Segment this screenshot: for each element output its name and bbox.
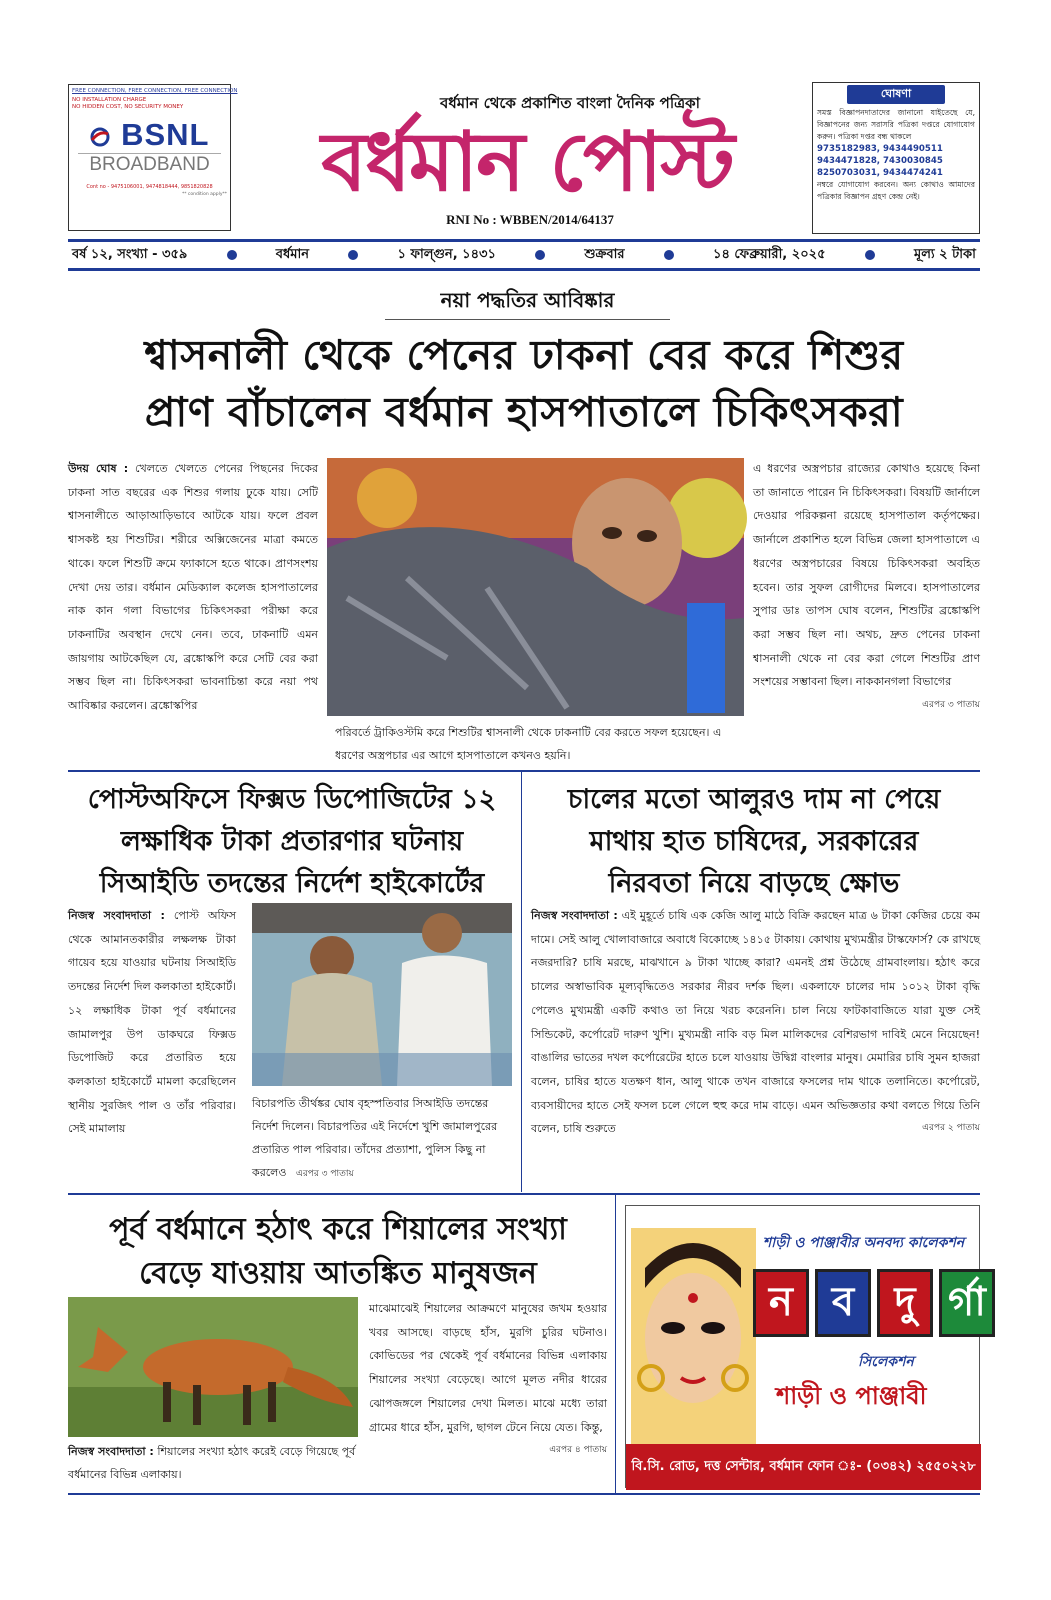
jackal-photo-image <box>68 1297 358 1437</box>
ad-product-label: শাড়ী ও পাঞ্জাবী <box>776 1382 927 1410</box>
notice-phone-line: 8250703031, 9434474241 <box>817 168 943 178</box>
potato-headline-line-1: চালের মতো আলুরও দাম না পেয়ে <box>567 784 941 815</box>
section-divider <box>68 1193 980 1195</box>
jackal-continued-jump: এরপর ৪ পাতায় <box>549 1445 607 1456</box>
rni-number: RNI No : WBBEN/2014/64137 <box>446 212 614 227</box>
newspaper-title: বর্ধমান পোস্ট <box>321 114 733 210</box>
postoffice-caption-text: বিচারপতি তীর্থঙ্কর ঘোষ বৃহস্পতিবার সিআইডি তদন্তের নির্দেশ দিলেন। বিচারপতির এই নির্দেশে খুশি জামালপুরের প্রতারিত পাল পরিবার। তাঁদের প্রত্যাশা, পুলিস কিছু না করলেও <box>252 1097 498 1179</box>
lead-body-right: এ ধরণের অস্ত্রপচার রাজ্যের কোথাও হয়েছে কিনা তা জানাতে পারেন নি চিকিৎসকরা। বিষয়টি জার্নালে দেওয়ার পরিকল্পনা রয়েছে হাসপাতাল কর্তৃপক্ষের। জার্নালে প্রকাশিত হলে বিভিন্ন জেলা হাসপাতালে এ ধরণের অস্ত্রপচারের বিষয়ে চিকিৎসকরা অবহিত হবেন। তার সুফল রোগীদের মিলবে। হাসপাতালের সুপার ডাঃ তাপস ঘোষ বলেন, শিশুটির ব্রঙ্কোস্কপি করা সম্ভব ছিল না। অথচ, দ্রুত পেনের ঢাকনা শ্বাসনালী থেকে না বের করা গেলে শিশুটির প্রাণ সংশয়ের সম্ভাবনা ছিল। নাককানগলা বিভাগের <box>753 462 980 689</box>
weekday: শুক্রবার <box>584 246 625 262</box>
brand-letter-tile <box>877 1269 933 1337</box>
bullet-icon <box>865 250 875 260</box>
bsnl-product: BROADBAND <box>78 153 221 176</box>
lead-photo-caption: পরিবর্তে ট্রাকিওস্টমি করে শিশুটির শ্বাসনালী থেকে ঢাকনাটি বের করতে সফল হয়েছেন। এ ধরণের অস্ত্রপচার এর আগে হাসপাতালে কখনও হয়নি। <box>335 726 722 762</box>
brand-letter: র্গা <box>948 1278 986 1325</box>
postoffice-caption <box>252 1092 514 1186</box>
bsnl-advertisement <box>68 84 238 231</box>
brand-letter-tile <box>815 1269 871 1337</box>
potato-headline-line-3: নিরবতা নিয়ে বাড়ছে ক্ষোভ <box>608 868 900 899</box>
postoffice-continued-jump: এরপর ৩ পাতায় <box>295 1169 354 1179</box>
navadurga-advertisement <box>625 1205 986 1488</box>
potato-byline: নিজস্ব সংবাদদাতা : <box>531 909 618 922</box>
bullet-icon <box>535 250 545 260</box>
notice-heading: ঘোষণা <box>847 85 945 104</box>
lead-continued-jump: এরপর ৩ পাতায় <box>922 700 980 711</box>
potato-story-body <box>531 904 980 1188</box>
jackal-story-body <box>369 1297 607 1485</box>
goddess-durga-icon <box>631 1228 756 1453</box>
brand-letter: ন <box>769 1278 793 1325</box>
price: মূল্য ২ টাকা <box>913 246 976 262</box>
jackal-headline-line-2: বেড়ে যাওয়ায় আতঙ্কিত মানুষজন <box>139 1256 537 1291</box>
lead-kicker: নয়া পদ্ধতির আবিষ্কার <box>385 286 670 320</box>
postoffice-byline: নিজস্ব সংবাদদাতা : <box>68 909 165 922</box>
bullet-icon <box>227 250 237 260</box>
lead-headline-line-2: প্রাণ বাঁচালেন বর্ধমান হাসপাতালে চিকিৎসকরা <box>144 388 904 436</box>
navadurga-brand-letters <box>753 1269 995 1337</box>
lead-photo-child-in-hospital <box>327 458 744 716</box>
jackal-caption-text: শিয়ালের সংখ্যা হঠাৎ করেই বেড়ে গিয়েছে পূর্ব বর্ধমানের বিভিন্ন এলাকায়। <box>68 1445 356 1481</box>
lead-story-right-column <box>753 457 980 769</box>
jackal-byline: নিজস্ব সংবাদদাতা : <box>68 1445 154 1458</box>
jackal-photo-fox <box>68 1297 358 1437</box>
masthead-tagline: বর্ধমান থেকে প্রকাশিত বাংলা দৈনিক পত্রিকা <box>440 94 700 112</box>
ad-address-band: বি.সি. রোড, দত্ত সেন্টার, বর্ধমান ফোন ঃ- (০৩৪২) ২৫৫০২২৮ <box>626 1444 981 1490</box>
lead-headline-line-1: শ্বাসনালী থেকে পেনের ঢাকনা বের করে শিশুর <box>144 331 904 379</box>
postoffice-headline <box>68 779 516 905</box>
ad-selection-label: সিলেকশন <box>858 1354 914 1370</box>
postoffice-body-text: পোস্ট অফিস থেকে আমানতকারীর লক্ষলক্ষ টাকা গায়েব হয়ে যাওয়ার ঘটনায় সিআইডি তদন্তের নির্দেশ দিল কলকাতা হাইকোর্ট। ১২ লক্ষাধিক টাকা পূর্ব বর্ধমানের জামালপুর উপ ডাকঘরে ফিক্সড ডিপোজিট করে প্রতারিত হয়ে কলকাতা হাইকোর্টে মামলা করেছিলেন স্থানীয় সুরজিৎ পাল ও তাঁর পরিবার। সেই মামালায় <box>68 909 236 1136</box>
bullet-icon <box>664 250 674 260</box>
dateline-bar <box>68 239 980 271</box>
jackal-headline-line-1: পূর্ব বর্ধমানে হঠাৎ করে শিয়ালের সংখ্যা <box>109 1212 567 1247</box>
brand-letter-tile <box>939 1269 995 1337</box>
potato-headline <box>528 779 980 905</box>
bsnl-top-line: FREE CONNECTION, FREE CONNECTION, FREE CONNECTION <box>72 88 238 94</box>
potato-headline-line-2: মাথায় হাত চাষিদের, সরকারের <box>589 826 919 857</box>
bsnl-conditions: ** condition apply** <box>181 192 227 197</box>
section-divider <box>68 770 980 772</box>
bullet-icon <box>348 250 358 260</box>
bsnl-note-2: NO HIDDEN COST, NO SECURITY MONEY <box>72 104 184 110</box>
column-divider <box>521 772 522 1192</box>
lead-byline: উদয় ঘোষ : <box>68 462 129 475</box>
notice-phone-line: 9735182983, 9434490511 <box>817 144 943 154</box>
lead-photo-image <box>327 458 744 716</box>
bengali-date: ১ ফাল্গুন, ১৪৩১ <box>397 246 496 262</box>
advertisement-notice-box <box>812 82 980 234</box>
lead-headline <box>68 327 980 441</box>
bsnl-contact: Cont no - 9475106001, 9474818444, 9851820828 <box>86 184 213 190</box>
postoffice-headline-line-2: লক্ষাধিক টাকা প্রতারণার ঘটনায় <box>120 826 464 857</box>
brand-letter: দু <box>894 1278 916 1325</box>
bsnl-logo <box>72 117 227 153</box>
postoffice-headline-line-1: পোস্টঅফিসে ফিক্সড ডিপোজিটের ১২ <box>87 784 497 815</box>
postoffice-photo-two-men <box>252 903 512 1086</box>
brand-letter-tile <box>753 1269 809 1337</box>
ad-tagline: শাড়ী ও পাঞ্জাবীর অনবদ্য কালেকশন <box>762 1235 965 1251</box>
column-divider <box>615 1195 616 1493</box>
potato-body-text: এই মুহূর্তে চাষি এক কেজি আলু মাঠে বিক্রি করছেন মাত্র ৬ টাকা কেজির চেয়ে কম দামে। সেই আলু খোলাবাজারে অবাধে বিকোচ্ছে ১৪১৫ টাকায়। কোথায় মুখ্যমন্ত্রীর টাস্কফোর্স? কে রাখছে নজরদারি? চাষি মরছে, মাঝখানে ৯ টাকা খাচ্ছে কারা? এমনই প্রশ্ন উঠেছে গ্রামবাংলায়। হঠাৎ করে চালের অস্বাভাবিক মূল্যবৃদ্ধিতেও সরকার নীরব দর্শক ছিল। একলাফে চালের দাম ১০১২ টাকা বৃদ্ধি পেলেও মুখ্যমন্ত্রী একটি কথাও তা নিয়ে খরচ করেননি। চাল নিয়ে ফাটকাবাজিতে যারা যুক্ত সেই সিন্ডিকেট, কর্পোরেট দারুণ খুশি। মুখ্যমন্ত্রী নাকি বড় মিল মালিকদের বেশিরভাগ দাবিই মেনে নিয়েছেন! বাঙালির ভাতের দখল কর্পোরেটের হাতে চলে যাওয়ায় উদ্বিগ্ন বাংলার মানুষ। মেমারির চাষি সুমন হাজরা বলেন, চাষির হাতে যতক্ষণ ধান, আলু থাকে তখন বাজারে ফসলের দাম থাকে তলানিতে। কর্পোরেট, ব্যবসায়ীদের হাতে সেই ফসল চলে গেলে হুহু করে দাম বাড়ে। এমন অভিজ্ঞতার কথা বলতে গিয়ে তিনি বলেন, চাষি শুরুতে <box>531 909 981 1136</box>
postoffice-story-body <box>68 904 236 1188</box>
issue-number: বর্ষ ১২, সংখ্যা - ৩৫৯ <box>72 246 188 262</box>
notice-body-1: সমস্ত বিজ্ঞাপনদাতাদের জানানো যাইতেছে যে, বিজ্ঞাপনের জন্য সরাসরি পত্রিকা দপ্তরে যোগাযোগ করুন। পত্রিকা দপ্তর বন্ধ থাকলে <box>817 108 975 141</box>
lead-body-left: খেলতে খেলতে পেনের পিছনের দিকের ঢাকনা সাত বছরের এক শিশুর গলায় ঢুকে যায়। সেটি শ্বাসনালীতে আড়াআড়িভাবে আটকে যায়। ফলে প্রবল শ্বাসকষ্ট হয় শিশুটির। শরীরে অক্সিজেনের মাত্রা কমতে থাকে। ফলে শিশুটি ক্রমে ফ্যাকাসে হতে থাকে। প্রাণসংশয় দেখা দেয় তার। বর্ধমান মেডিক্যাল কলেজ হাসপাতালের নাক কান গলা বিভাগের চিকিৎসকরা পরীক্ষা করে ঢাকনাটির অবস্থান দেখে নেন। তবে, ঢাকনাটি এমন জায়গায় আটকেছিল যে, ব্রঙ্কোস্কপি করে সেটি বের করা সম্ভব ছিল না। চিকিৎসকরা ভাবনাচিন্তা করে নয়া পথ আবিষ্কার করলেন। ব্রঙ্কোস্কপির <box>68 462 318 713</box>
brand-letter: ব <box>831 1278 855 1325</box>
jackal-headline <box>68 1208 608 1296</box>
lead-story-left-column <box>68 457 318 769</box>
bsnl-brand-name: BSNL <box>121 117 210 152</box>
potato-continued-jump: এরপর ২ পাতায় <box>922 1123 980 1134</box>
jackal-body-text: মাঝেমাঝেই শিয়ালের আক্রমণে মানুষের জখম হওয়ার খবর আসছে। বাড়ছে হাঁস, মুরগি চুরির ঘটনাও। কোভিডের পর থেকেই পূর্ব বর্ধমানের বিভিন্ন এলাকায় শিয়ালের সংখ্যা বেড়েছে। আগে মূলত নদীর ধারের ঝোপজঙ্গলে শিয়ালের দেখা মিলত। মাঝে মধ্যে তারা গ্রামের ধারে হাঁস, মুরগি, ছাগল টেনে নিয়ে যেত। কিন্তু, <box>369 1302 607 1434</box>
bsnl-swirl-icon <box>89 126 111 148</box>
postoffice-photo-image <box>252 903 512 1086</box>
notice-body-2: নম্বরে যোগাযোগ করবেন। অন্য কোথাও আমাদের পত্রিকার বিজ্ঞাপন গ্রহণ কেন্দ্র নেই। <box>817 180 975 201</box>
jackal-caption <box>68 1440 358 1486</box>
bsnl-note-1: NO INSTALLATION CHARGE <box>72 97 147 103</box>
dateline-place: বর্ধমান <box>275 246 310 262</box>
notice-phone-line: 9434471828, 7430030845 <box>817 156 943 166</box>
postoffice-headline-line-3: সিআইডি তদন্তের নির্দেশ হাইকোর্টের <box>99 868 485 899</box>
english-date: ১৪ ফেব্রুয়ারী, ২০২৫ <box>713 246 826 262</box>
page-bottom-rule <box>68 1493 980 1495</box>
